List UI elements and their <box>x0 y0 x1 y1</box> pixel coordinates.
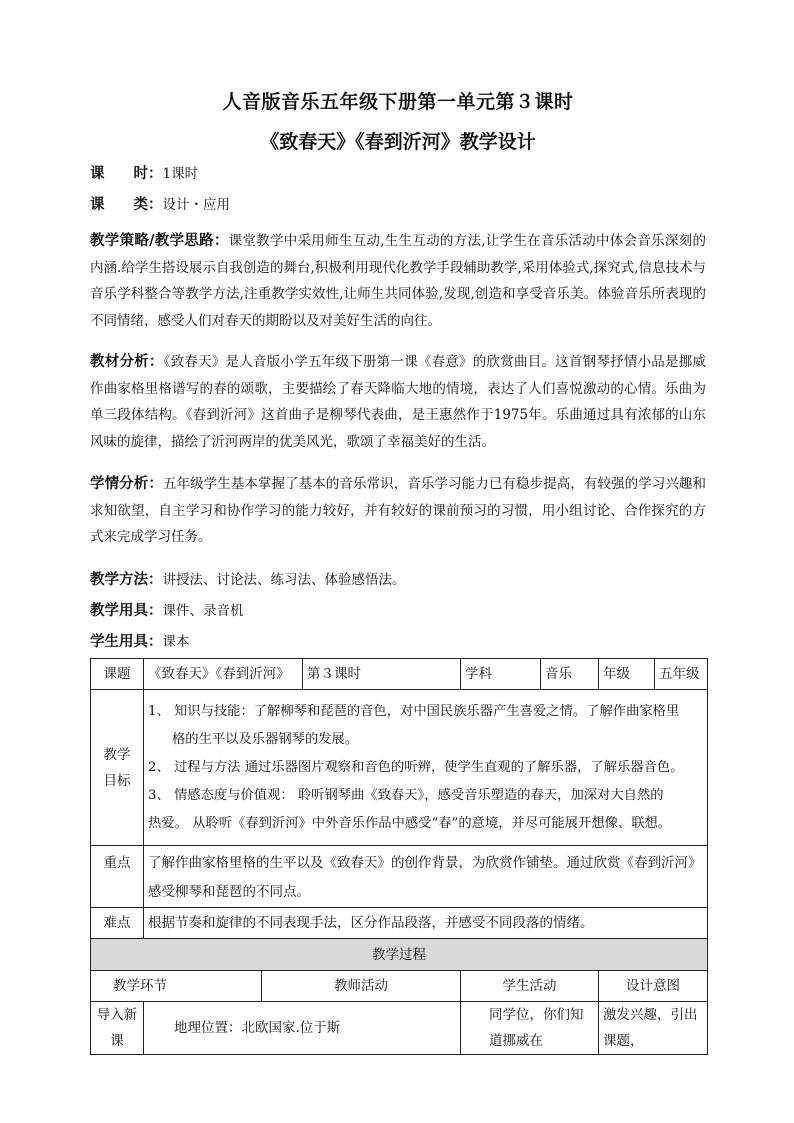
tools-label: 教学用具： <box>90 602 163 619</box>
hours-line <box>90 161 706 188</box>
document-subtitle: 《致春天》《春到沂河》教学设计 <box>260 131 536 153</box>
table-row <box>91 659 708 690</box>
table-row <box>91 908 708 939</box>
student-tools-text: 课本 <box>162 634 190 650</box>
row1-teacher: 地理位置：北欧国家.位于斯 <box>144 1002 461 1055</box>
table-row <box>91 1002 708 1055</box>
grade-label: 年级 <box>599 659 655 690</box>
material-text: 《致春天》是人音版小学五年级下册第一课《春意》的欣赏曲目。这首钢琴抒情小品是挪威作曲家格里格谱写的春的颂歌，主要描绘了春天降临大地的情境，表达了人们喜悦激动的心情。乐曲为单三段体结构。《春到沂河》这首曲子是柳琴代表曲，是王惠然作于1975年。乐曲通过具有浓郁的山东风味的旋律，描绘了沂河两岸的优美风光，歌颂了幸福美好的生活。 <box>90 354 707 450</box>
strategy-paragraph <box>90 228 706 334</box>
process-header: 教学过程 <box>91 939 708 971</box>
goals-label <box>91 690 144 846</box>
method-line <box>90 567 706 594</box>
key-text: 了解作曲家格里格的生平以及《致春天》的创作背景，为欣赏作铺垫。通过欣赏《春到沂河》感受柳琴和琵琶的不同点。 <box>144 846 708 908</box>
row1-intent: 激发兴趣，引出课题， <box>599 1002 708 1055</box>
strategy-text: 课堂教学中采用师生互动,生生互动的方法,让学生在音乐活动中体会音乐深刻的内涵.给学生搭设展示自我创造的舞台,积极利用现代化教学手段辅助教学,采用体验式,探究式,信息技术与音乐学科整合等教学方法,注重教学实效性,让师生共同体验,发现,创造和享受音乐美。体验音乐所表现的不同情绪，感受人们对春天的期盼以及对美好生活的向往。 <box>90 233 706 329</box>
tools-line <box>90 598 706 625</box>
goals-cell <box>144 690 708 846</box>
goals-label-text: 教学目标 <box>103 746 131 789</box>
table-row <box>91 971 708 1002</box>
topic-value: 《致春天》《春到沂河》 <box>144 659 303 690</box>
subject-label: 学科 <box>461 659 541 690</box>
lesson-table <box>90 658 708 1055</box>
type-label: 课 类： <box>90 196 163 213</box>
lesson-value: 第３课时 <box>303 659 461 690</box>
method-label: 教学方法： <box>90 571 163 588</box>
row1-student: 同学位，你们知道挪威在 <box>461 1002 599 1055</box>
col-student: 学生活动 <box>461 971 599 1002</box>
tools-text: 课件、录音机 <box>162 603 244 619</box>
table-row <box>91 939 708 971</box>
hours-label: 课 时： <box>90 165 163 182</box>
col-stage-text: 教学环节 <box>113 978 167 994</box>
type-line <box>90 192 706 219</box>
goal-1a: 1、 知识与技能：了解柳琴和琵琶的音色，对中国民族乐器产生喜爱之情。了解作曲家格里 <box>148 703 680 719</box>
material-paragraph <box>90 349 706 455</box>
grade-value: 五年级 <box>655 659 708 690</box>
type-value: 设计・应用 <box>162 197 230 213</box>
table-row <box>91 690 708 846</box>
material-label: 教材分析： <box>90 353 164 370</box>
goal-2: 2、 过程与方法 通过乐器图片观察和音色的听辨，使学生直观的了解乐器，了解乐器音色。 <box>148 759 684 775</box>
student-tools-line <box>90 629 706 656</box>
topic-label: 课题 <box>91 659 144 690</box>
goal-3b: 热爱。 从聆听《春到沂河》中外音乐作品中感受“春”的意境，并尽可能展开想像、联想。 <box>148 815 672 831</box>
hours-value: 1课时 <box>162 166 199 182</box>
key-label: 重点 <box>91 846 144 908</box>
table-row <box>91 846 708 908</box>
students-paragraph <box>90 471 706 551</box>
strategy-label: 教学策略/教学思路： <box>90 232 229 249</box>
col-intent: 设计意图 <box>599 971 708 1002</box>
document-title: 人音版音乐五年级下册第一单元第３课时 <box>222 91 574 113</box>
goal-1b: 格的生平以及乐器钢琴的发展。 <box>172 731 359 747</box>
method-text: 讲授法、讨论法、练习法、体验感悟法。 <box>162 572 406 588</box>
student-tools-label: 学生用具： <box>90 633 163 650</box>
row1-stage: 导入新课 <box>91 1002 144 1055</box>
col-stage <box>91 971 262 1002</box>
col-teacher: 教师活动 <box>262 971 461 1002</box>
difficulty-text: 根据节奏和旋律的不同表现手法，区分作品段落，并感受不同段落的情绪。 <box>144 908 708 939</box>
students-label: 学情分析： <box>90 475 163 492</box>
difficulty-label: 难点 <box>91 908 144 939</box>
goal-3a: 3、 情感态度与价值观： 聆听钢琴曲《致春天》，感受音乐塑造的春天，加深对大自然的 <box>148 787 664 803</box>
students-text: 五年级学生基本掌握了基本的音乐常识，音乐学习能力已有稳步提高，有较强的学习兴趣和求知欲望，自主学习和协作学习的能力较好，并有较好的课前预习的习惯，用小组讨论、合作探究的方式来完成学习任务。 <box>90 476 707 545</box>
subject-value: 音乐 <box>541 659 599 690</box>
